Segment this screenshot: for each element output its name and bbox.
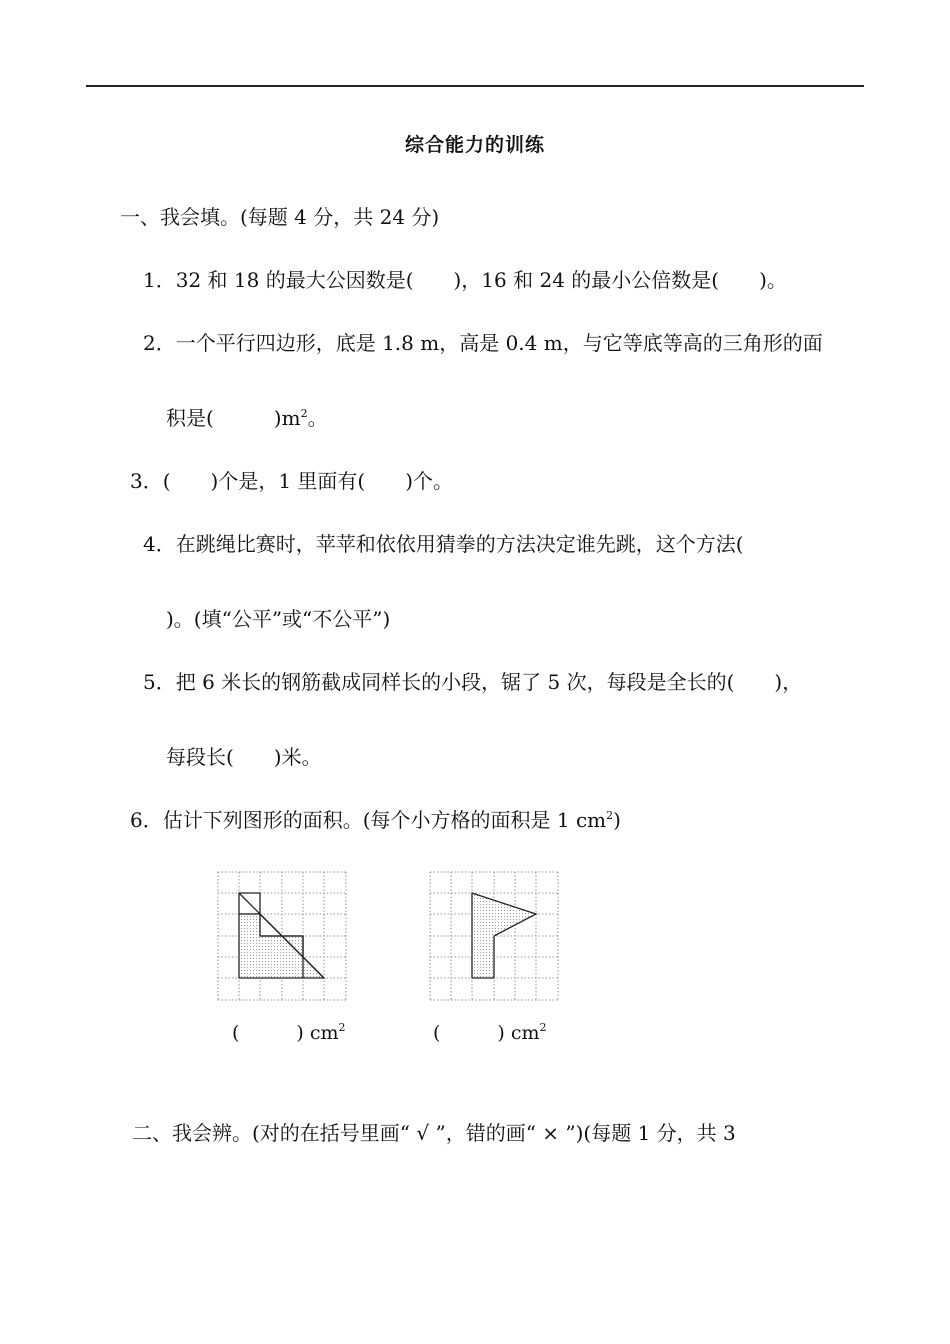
square-unit-sup: 2 — [539, 1021, 547, 1034]
question-5-line-1: 5．把 6 米长的钢筋截成同样长的小段，锯了 5 次，每段是全长的( )， — [143, 670, 803, 694]
question-2-line-2 — [166, 404, 328, 432]
figure-1-diagram — [216, 870, 348, 1002]
question-1: 1．32 和 18 的最大公因数是( )，16 和 24 的最小公倍数是( )。 — [143, 268, 787, 292]
square-unit-sup: 2 — [300, 407, 308, 420]
section-1-heading: 一、我会填。(每题 4 分，共 24 分) — [120, 205, 440, 229]
figure-2-answer — [433, 1018, 547, 1045]
question-6-end: ) — [613, 808, 621, 832]
question-4-line-1: 4．在跳绳比赛时，苹苹和依依用猜拳的方法决定谁先跳，这个方法( — [143, 532, 744, 556]
section-2-heading: 二、我会辨。(对的在括号里画“ √ ”，错的画“ × ”)(每题 1 分，共 3 — [132, 1121, 736, 1145]
figure-1-answer — [232, 1018, 346, 1045]
top-rule — [86, 85, 864, 87]
square-unit-sup: 2 — [338, 1021, 346, 1034]
question-2-text: 积是( )m — [166, 406, 301, 430]
figure-2-grid — [428, 870, 560, 1006]
figure-1-grid — [216, 870, 348, 1006]
question-6 — [130, 806, 621, 834]
figure-1-answer-text: ( ) cm — [232, 1022, 339, 1044]
figure-2-answer-text: ( ) cm — [433, 1022, 540, 1044]
figure-2-diagram — [428, 870, 560, 1002]
question-5-line-2: 每段长( )米。 — [166, 745, 322, 769]
question-4-line-2: )。(填“公平”或“不公平”) — [166, 607, 391, 631]
question-6-text: 6．估计下列图形的面积。(每个小方格的面积是 1 cm — [130, 808, 607, 832]
question-2-line-1: 2．一个平行四边形，底是 1.8 m，高是 0.4 m，与它等底等高的三角形的面 — [143, 331, 823, 355]
square-unit-sup: 2 — [606, 809, 614, 822]
question-3: 3．( )个是，1 里面有( )个。 — [130, 469, 454, 493]
question-2-end: 。 — [307, 406, 328, 430]
page-title: 综合能力的训练 — [404, 134, 545, 156]
